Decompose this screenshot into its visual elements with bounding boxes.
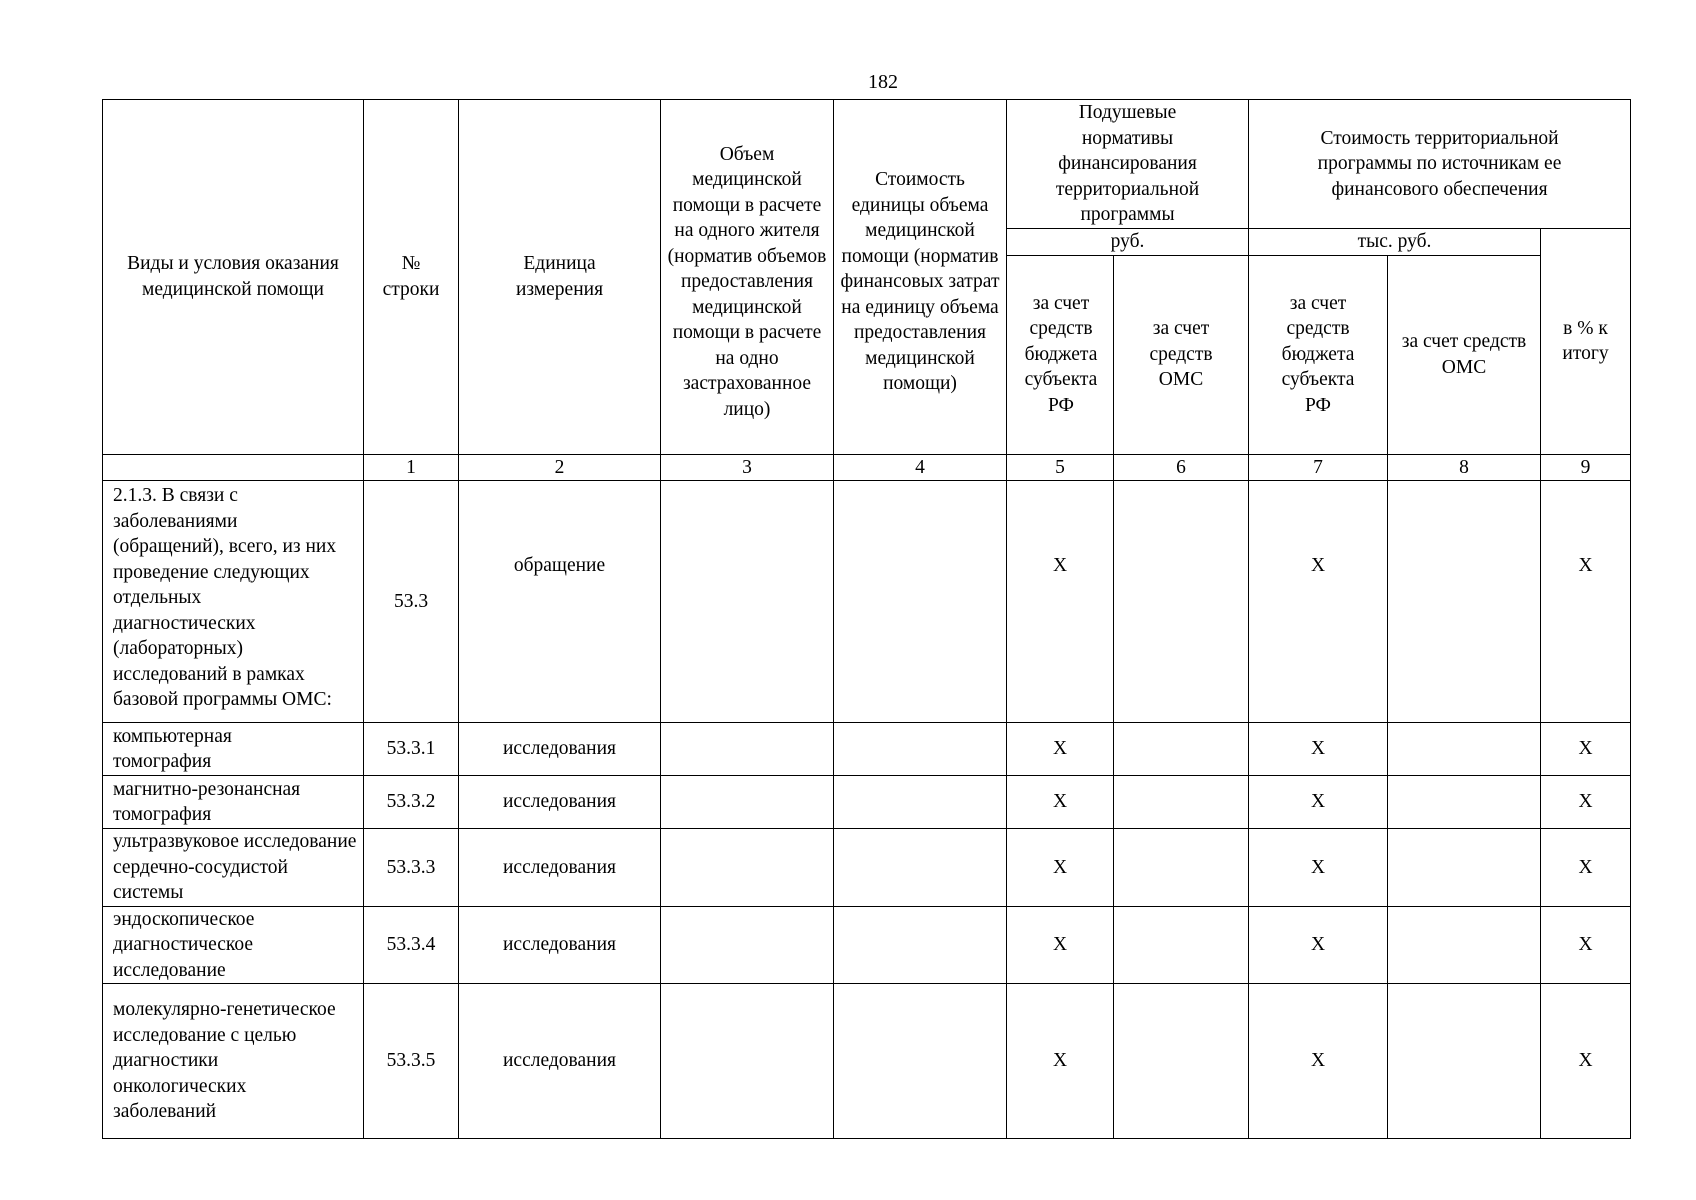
page-number: 182 — [868, 71, 898, 93]
cell-col-8 — [1388, 984, 1541, 1139]
cell-col-8 — [1388, 481, 1541, 723]
cell-col-4 — [834, 723, 1007, 776]
header-budget-rf-5: за счет средств бюджета субъекта РФ — [1007, 255, 1114, 454]
row-unit: исследования — [459, 776, 661, 829]
cell-col-9: X — [1541, 984, 1631, 1139]
cell-col-7: X — [1249, 723, 1388, 776]
row-name: магнитно-резонансная томография — [103, 776, 364, 829]
column-number: 8 — [1388, 454, 1541, 481]
cell-col-5: X — [1007, 481, 1114, 723]
cell-col-7: X — [1249, 906, 1388, 984]
header-row-no: № строки — [364, 100, 459, 455]
row-unit: исследования — [459, 723, 661, 776]
cell-col-3 — [661, 776, 834, 829]
column-number: 3 — [661, 454, 834, 481]
cell-col-8 — [1388, 723, 1541, 776]
cell-col-7: X — [1249, 481, 1388, 723]
column-number: 4 — [834, 454, 1007, 481]
row-unit: обращение — [459, 481, 661, 723]
cell-col-8 — [1388, 776, 1541, 829]
cell-col-9: X — [1541, 776, 1631, 829]
row-number: 53.3.2 — [364, 776, 459, 829]
cell-col-9: X — [1541, 829, 1631, 907]
cell-col-7: X — [1249, 829, 1388, 907]
table-row — [103, 776, 1631, 829]
row-number: 53.3.3 — [364, 829, 459, 907]
cell-col-5: X — [1007, 984, 1114, 1139]
cell-col-7: X — [1249, 984, 1388, 1139]
column-number: 9 — [1541, 454, 1631, 481]
column-number: 1 — [364, 454, 459, 481]
table-row — [103, 906, 1631, 984]
cell-col-4 — [834, 906, 1007, 984]
cell-col-3 — [661, 829, 834, 907]
cell-col-3 — [661, 723, 834, 776]
row-name: эндоскопическое диагностическое исследование — [103, 906, 364, 984]
header-budget-rf-7: за счет средств бюджета субъекта РФ — [1249, 255, 1388, 454]
header-cost-program: Стоимость территориальной программы по источникам ее финансового обеспечения — [1249, 100, 1631, 229]
cell-col-5: X — [1007, 829, 1114, 907]
cell-col-6 — [1114, 481, 1249, 723]
table-row — [103, 723, 1631, 776]
column-number: 7 — [1249, 454, 1388, 481]
column-number: 2 — [459, 454, 661, 481]
cell-col-9: X — [1541, 723, 1631, 776]
cell-col-9: X — [1541, 481, 1631, 723]
row-name: молекулярно-генетическое исследование с целью диагностики онкологических заболеваний — [103, 984, 364, 1139]
cell-col-3 — [661, 984, 834, 1139]
row-number: 53.3.4 — [364, 906, 459, 984]
row-unit: исследования — [459, 906, 661, 984]
cell-col-7: X — [1249, 776, 1388, 829]
header-unit: Единица измерения — [459, 100, 661, 455]
cell-col-4 — [834, 829, 1007, 907]
header-per-capita: Подушевые нормативы финансирования территориальной программы — [1007, 100, 1249, 229]
cell-col-3 — [661, 481, 834, 723]
financing-table — [102, 99, 1631, 1139]
column-number: 6 — [1114, 454, 1249, 481]
row-name: ультразвуковое исследование сердечно-сосудистой системы — [103, 829, 364, 907]
column-number: 5 — [1007, 454, 1114, 481]
cell-col-8 — [1388, 829, 1541, 907]
row-number: 53.3.1 — [364, 723, 459, 776]
header-kind: Виды и условия оказания медицинской помощи — [103, 100, 364, 455]
cell-col-4 — [834, 776, 1007, 829]
cell-col-8 — [1388, 906, 1541, 984]
cell-col-3 — [661, 906, 834, 984]
header-unit-thousand-rub: тыс. руб. — [1249, 229, 1541, 256]
cell-col-5: X — [1007, 776, 1114, 829]
table-row — [103, 829, 1631, 907]
header-volume: Объем медицинской помощи в расчете на одного жителя (норматив объемов предоставления медицинской помощи в расчете на одно застрахованное лицо) — [661, 100, 834, 455]
cell-col-6 — [1114, 829, 1249, 907]
cell-col-6 — [1114, 776, 1249, 829]
cell-col-9: X — [1541, 906, 1631, 984]
header-percent: в % к итогу — [1541, 229, 1631, 455]
row-name: компьютерная томография — [103, 723, 364, 776]
cell-col-4 — [834, 481, 1007, 723]
table-row — [103, 984, 1631, 1139]
column-number-blank — [103, 454, 364, 481]
header-unit-rub: руб. — [1007, 229, 1249, 256]
cell-col-5: X — [1007, 906, 1114, 984]
row-number: 53.3 — [364, 481, 459, 723]
cell-col-4 — [834, 984, 1007, 1139]
column-number-row — [103, 454, 1631, 481]
cell-col-5: X — [1007, 723, 1114, 776]
header-oms-8: за счет средств ОМС — [1388, 255, 1541, 454]
table-row — [103, 481, 1631, 723]
cell-col-6 — [1114, 984, 1249, 1139]
row-number: 53.3.5 — [364, 984, 459, 1139]
header-oms-6: за счет средств ОМС — [1114, 255, 1249, 454]
cell-col-6 — [1114, 723, 1249, 776]
row-name: 2.1.3. В связи с заболеваниями (обращений), всего, из них проведение следующих отдельных диагностических (лабораторных) исследований в рамках базовой программы ОМС: — [103, 481, 364, 723]
row-unit: исследования — [459, 829, 661, 907]
cell-col-6 — [1114, 906, 1249, 984]
row-unit: исследования — [459, 984, 661, 1139]
header-cost-unit: Стоимость единицы объема медицинской помощи (норматив финансовых затрат на единицу объема предоставления медицинской помощи) — [834, 100, 1007, 455]
